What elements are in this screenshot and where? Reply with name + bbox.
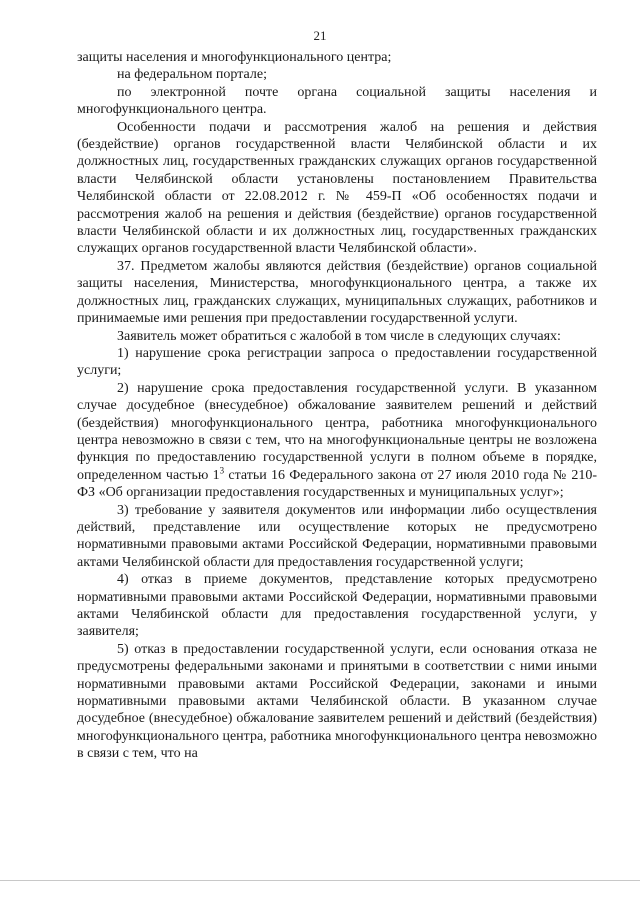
paragraph: Особенности подачи и рассмотрения жалоб на решения и действия (бездействие) органов государственной власти Челябинской области и их должностных лиц, государственных гражданских служащих органов государственной власти Челябинской области установлены постановлением Правительства Челябинской области от 22.08.2012 г. № 459-П «Об особенностях подачи и рассмотрения жалоб на решения и действия (бездействие) органов государственной власти Челябинской области и их должностных лиц, государственных гражданских служащих органов государственной власти Челябинской области». bbox=[77, 119, 597, 257]
paragraph-text: статьи 16 Федерального закона от 27 июля 2010 года № 210-ФЗ «Об организации предоставления государственных и муниципальных услуг»; bbox=[77, 467, 597, 501]
page-number: 21 bbox=[313, 28, 327, 43]
paragraph: 37. Предметом жалобы являются действия (бездействие) органов социальной защиты населения, Министерства, многофункционального центра, а также их должностных лиц, гражданских служащих, муниципальных служащих, работников и принимаемые ими решения при предоставлении государственной услуги. bbox=[77, 258, 597, 327]
paragraph: защиты населения и многофункционального центра; bbox=[77, 50, 392, 65]
paragraph-text: 2) нарушение срока предоставления государственной услуги. В указанном случае досудебное (внесудебное) обжалование заявителем решений и действий (бездействия) многофункционального центра, работника многофункционального центра невозможно в связи с тем, что на многофункциональные центры не возложена функция по предоставлению государственной услуги в полном объеме в порядке, определенном частью 1 bbox=[77, 380, 597, 483]
paragraph: по электронной почте органа социальной защиты населения и многофункционального центра. bbox=[77, 84, 597, 118]
paragraph: 5) отказ в предоставлении государственной услуги, если основания отказа не предусмотрены федеральными законами и принятыми в соответствии с ними иными нормативными правовыми актами Российской Федерации, законами и иными нормативными правовыми актами Челябинской области. В указанном случае досудебное (внесудебное) обжалование заявителем решений и действий (бездействия) многофункционального центра, работника многофункционального центра невозможно в связи с тем, что на bbox=[77, 641, 597, 762]
paragraph: на федеральном портале; bbox=[117, 67, 267, 83]
page-bottom-rule bbox=[0, 880, 640, 881]
paragraph: Заявитель может обратиться с жалобой в том числе в следующих случаях: bbox=[117, 328, 561, 344]
paragraph: 1) нарушение срока регистрации запроса о предоставлении государственной услуги; bbox=[77, 345, 597, 379]
document-body bbox=[77, 49, 597, 763]
paragraph: 4) отказ в приеме документов, представление которых предусмотрено нормативными правовыми актами Российской Федерации, нормативными правовыми актами Челябинской области для предоставления государственной услуги, у заявителя; bbox=[77, 572, 597, 640]
paragraph: 3) требование у заявителя документов или информации либо осуществления действий, представление или осуществление которых не предусмотрено нормативными правовыми актами Российской Федерации, нормативными правовыми актами Челябинской области для предоставления государственной услуги; bbox=[77, 502, 597, 570]
paragraph bbox=[77, 380, 597, 502]
superscript: 3 bbox=[219, 465, 225, 476]
